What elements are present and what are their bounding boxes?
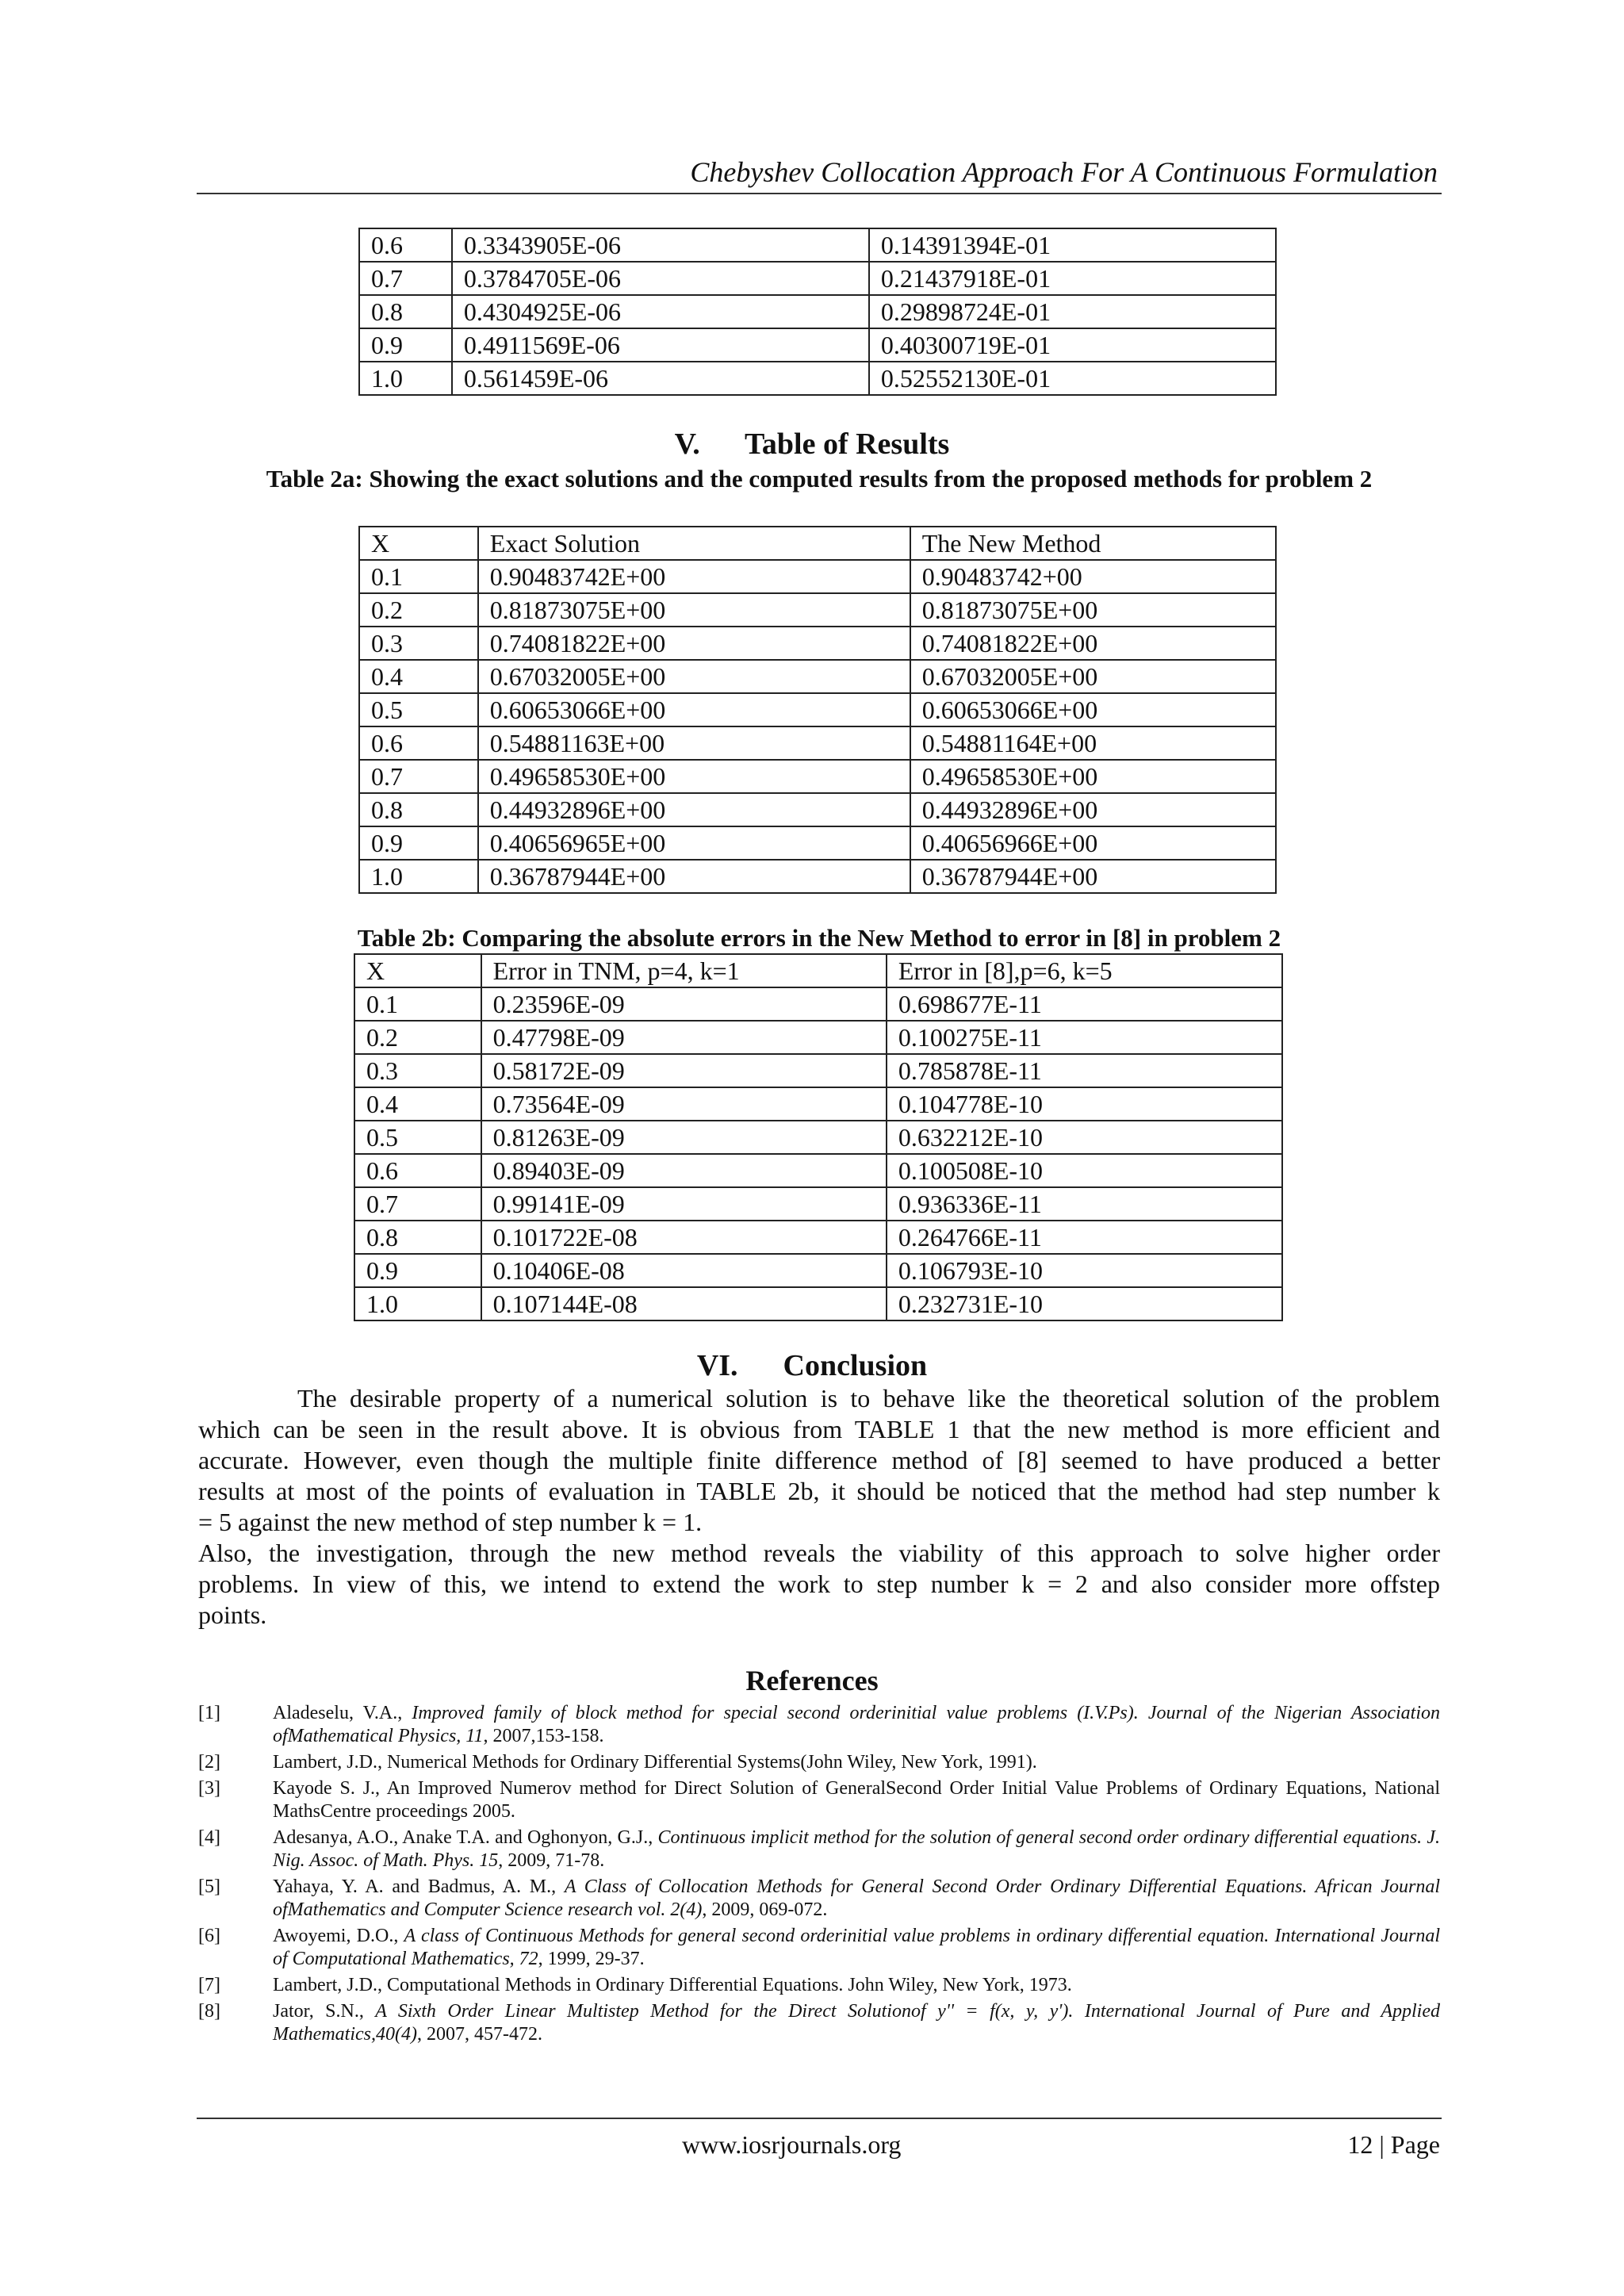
table-2a-caption: Table 2a: Showing the exact solutions and the computed results from the proposed methods for problem 2 bbox=[266, 465, 1373, 493]
table-cell: 0.7 bbox=[359, 760, 478, 793]
reference-authors: Lambert, J.D., Computational Methods in Ordinary Differential Equations. John Wiley, New York, 1973. bbox=[273, 1975, 1072, 1995]
table-cell: 0.8 bbox=[359, 295, 452, 328]
table-cell: 0.100275E-11 bbox=[887, 1021, 1282, 1054]
reference-authors: Lambert, J.D., Numerical Methods for Ordinary Differential Systems(John Wiley, New York, 1991). bbox=[273, 1752, 1037, 1773]
references-heading: References bbox=[745, 1665, 879, 1696]
reference-title: A class of Continuous Methods for general second orderinitial value problems in ordinary differential equation. International Journal of Computational Mathematics, 72 bbox=[273, 1926, 1441, 1969]
reference-authors: Adesanya, A.O., Anake T.A. and Oghonyon, G.J., bbox=[273, 1827, 658, 1848]
section-5-heading bbox=[0, 427, 1624, 462]
table-cell: 0.81873075E+00 bbox=[910, 593, 1276, 627]
reference-authors: Awoyemi, D.O., bbox=[273, 1926, 404, 1946]
reference-item bbox=[198, 1925, 1440, 1971]
table-cell: 0.81873075E+00 bbox=[478, 593, 910, 627]
reference-item bbox=[198, 1876, 1440, 1922]
table-cell: 0.9 bbox=[354, 1254, 481, 1287]
reference-item bbox=[198, 1826, 1440, 1872]
running-title: Chebyshev Collocation Approach For A Continuous Formulation bbox=[690, 156, 1438, 188]
conclusion-paragraph-1 bbox=[198, 1383, 1440, 1631]
table-cell: 0.36787944E+00 bbox=[910, 860, 1276, 893]
table-cell: 0.3 bbox=[359, 627, 478, 660]
conclusion-line: results at most of the points of evaluation in TABLE 2b, it should be noticed that the method had step number k bbox=[198, 1477, 1440, 1505]
reference-authors: Jator, S.N., bbox=[273, 2001, 376, 2022]
footer-url[interactable]: www.iosrjournals.org bbox=[682, 2130, 902, 2159]
table-cell: 0.40656965E+00 bbox=[478, 826, 910, 860]
reference-details: , 1999, 29-37. bbox=[538, 1949, 645, 1969]
reference-authors: Yahaya, Y. A. and Badmus, A. M., bbox=[273, 1876, 565, 1897]
conclusion-line: Also, the investigation, through the new method reveals the viability of this approach to solve higher order bbox=[198, 1539, 1440, 1567]
table-cell: 0.54881163E+00 bbox=[478, 726, 910, 760]
table-cell: 0.99141E-09 bbox=[481, 1187, 887, 1221]
table-cell: 0.9 bbox=[359, 328, 452, 362]
table-2b bbox=[354, 953, 1283, 1321]
table-cell: 0.101722E-08 bbox=[481, 1221, 887, 1254]
table-cell: 0.29898724E-01 bbox=[869, 295, 1276, 328]
table-cell: 0.89403E-09 bbox=[481, 1154, 887, 1187]
header-cell: The New Method bbox=[910, 527, 1276, 560]
reference-details: , 2009, 71-78. bbox=[498, 1850, 605, 1871]
reference-number: [5] bbox=[198, 1876, 220, 1897]
reference-title: A Class of Collocation Methods for General Second Order Ordinary Differential Equations. African Journal ofMathematics and Computer Science research vol. 2(4) bbox=[273, 1876, 1440, 1920]
table-cell: 0.5 bbox=[354, 1121, 481, 1154]
reference-number: [8] bbox=[198, 2001, 220, 2022]
table-row bbox=[354, 1121, 1282, 1154]
reference-title: Continuous implicit method for the solution of general second order ordinary differential equations. J. Nig. Assoc. of Math. Phys. 15 bbox=[273, 1827, 1441, 1871]
reference-details: , 2009, 069-072. bbox=[702, 1899, 828, 1920]
table-cell: 0.49658530E+00 bbox=[478, 760, 910, 793]
table-cell: 0.7 bbox=[354, 1187, 481, 1221]
table-row bbox=[359, 693, 1276, 726]
table-cell: 0.561459E-06 bbox=[452, 362, 869, 395]
reference-item bbox=[198, 1702, 1440, 1748]
table-cell: 0.5 bbox=[359, 693, 478, 726]
table-cell: 0.100508E-10 bbox=[887, 1154, 1282, 1187]
table-cell: 0.74081822E+00 bbox=[910, 627, 1276, 660]
table-cell: 0.9 bbox=[359, 826, 478, 860]
references-list bbox=[198, 1702, 1440, 2049]
table-header-row bbox=[354, 954, 1282, 987]
table-1-continued bbox=[358, 228, 1277, 396]
table-cell: 0.8 bbox=[359, 793, 478, 826]
table-cell: 0.3 bbox=[354, 1054, 481, 1087]
table-row bbox=[359, 362, 1276, 395]
table-cell: 0.264766E-11 bbox=[887, 1221, 1282, 1254]
table-row bbox=[359, 726, 1276, 760]
table-row bbox=[354, 1087, 1282, 1121]
reference-number: [6] bbox=[198, 1926, 220, 1946]
table-row bbox=[354, 1021, 1282, 1054]
reference-number: [7] bbox=[198, 1975, 220, 1995]
table-cell: 0.54881164E+00 bbox=[910, 726, 1276, 760]
table-2a bbox=[358, 526, 1277, 894]
table-cell: 0.90483742+00 bbox=[910, 560, 1276, 593]
table-cell: 0.107144E-08 bbox=[481, 1287, 887, 1320]
table-2b-caption: Table 2b: Comparing the absolute errors in the New Method to error in [8] in problem 2 bbox=[357, 924, 1281, 952]
reference-number: [2] bbox=[198, 1752, 220, 1773]
table-cell: 0.74081822E+00 bbox=[478, 627, 910, 660]
reference-title: A Sixth Order Linear Multistep Method for the Direct Solutionof y'' = f(x, y, y'). International Journal of Pure and Applied Mathematics,40(4) bbox=[273, 2001, 1440, 2045]
table-cell: 0.3343905E-06 bbox=[452, 228, 869, 262]
reference-authors: Aladeselu, V.A., bbox=[273, 1703, 412, 1723]
reference-details: , 2007, 457-472. bbox=[416, 2024, 542, 2045]
table-cell: 0.60653066E+00 bbox=[478, 693, 910, 726]
table-cell: 0.1 bbox=[354, 987, 481, 1021]
table-cell: 0.2 bbox=[359, 593, 478, 627]
table-cell: 0.10406E-08 bbox=[481, 1254, 887, 1287]
table-cell: 0.73564E-09 bbox=[481, 1087, 887, 1121]
table-row bbox=[359, 593, 1276, 627]
conclusion-line: points. bbox=[198, 1600, 267, 1629]
table-cell: 0.60653066E+00 bbox=[910, 693, 1276, 726]
footer-page-number: 12 | Page bbox=[1347, 2130, 1440, 2159]
table-cell: 0.6 bbox=[359, 228, 452, 262]
reference-item bbox=[198, 1751, 1440, 1774]
header-cell: X bbox=[354, 954, 481, 987]
table-cell: 0.36787944E+00 bbox=[478, 860, 910, 893]
table-cell: 0.44932896E+00 bbox=[910, 793, 1276, 826]
table-cell: 0.52552130E-01 bbox=[869, 362, 1276, 395]
table-row bbox=[359, 660, 1276, 693]
table-row bbox=[354, 1154, 1282, 1187]
table-cell: 0.104778E-10 bbox=[887, 1087, 1282, 1121]
table-row bbox=[359, 860, 1276, 893]
table-cell: 0.106793E-10 bbox=[887, 1254, 1282, 1287]
reference-item bbox=[198, 1974, 1440, 1997]
header-cell: X bbox=[359, 527, 478, 560]
table-cell: 0.7 bbox=[359, 262, 452, 295]
table-row bbox=[359, 228, 1276, 262]
conclusion-line: which can be seen in the result above. It is obvious from TABLE 1 that the new method is more efficient and bbox=[198, 1415, 1440, 1443]
section-5-title: Table of Results bbox=[745, 427, 950, 461]
reference-number: [3] bbox=[198, 1778, 220, 1799]
reference-number: [4] bbox=[198, 1827, 220, 1848]
table-cell: 0.936336E-11 bbox=[887, 1187, 1282, 1221]
table-cell: 0.4 bbox=[359, 660, 478, 693]
footer-rule bbox=[197, 2118, 1442, 2119]
table-cell: 0.81263E-09 bbox=[481, 1121, 887, 1154]
header-cell: Exact Solution bbox=[478, 527, 910, 560]
table-cell: 1.0 bbox=[359, 362, 452, 395]
table-row bbox=[354, 1287, 1282, 1320]
table-row bbox=[359, 560, 1276, 593]
reference-authors: Kayode S. J., An Improved Numerov method for Direct Solution of GeneralSecond Order Initial Value Problems of Ordinary Equations, National MathsCentre proceedings 2005. bbox=[273, 1778, 1440, 1822]
table-row bbox=[354, 987, 1282, 1021]
conclusion-line: accurate. However, even though the multiple finite difference method of [8] seemed to have produced a better bbox=[198, 1446, 1440, 1474]
table-cell: 0.6 bbox=[359, 726, 478, 760]
reference-item bbox=[198, 2000, 1440, 2046]
conclusion-line: = 5 against the new method of step number k = 1. bbox=[198, 1508, 703, 1536]
header-cell: Error in [8],p=6, k=5 bbox=[887, 954, 1282, 987]
table-cell: 0.44932896E+00 bbox=[478, 793, 910, 826]
header-cell: Error in TNM, p=4, k=1 bbox=[481, 954, 887, 987]
reference-title: Improved family of block method for special second orderinitial value problems (I.V.Ps). Journal of the Nigerian Association ofMathematical Physics, 11 bbox=[273, 1703, 1441, 1746]
table-cell: 0.14391394E-01 bbox=[869, 228, 1276, 262]
header-rule bbox=[197, 193, 1442, 194]
table-cell: 0.67032005E+00 bbox=[910, 660, 1276, 693]
table-cell: 0.21437918E-01 bbox=[869, 262, 1276, 295]
table-cell: 0.40656966E+00 bbox=[910, 826, 1276, 860]
table-row bbox=[354, 1221, 1282, 1254]
table-cell: 0.40300719E-01 bbox=[869, 328, 1276, 362]
reference-item bbox=[198, 1777, 1440, 1823]
reference-number: [1] bbox=[198, 1703, 220, 1723]
table-cell: 0.698677E-11 bbox=[887, 987, 1282, 1021]
table-cell: 0.785878E-11 bbox=[887, 1054, 1282, 1087]
table-cell: 0.632212E-10 bbox=[887, 1121, 1282, 1154]
table-cell: 0.6 bbox=[354, 1154, 481, 1187]
section-6-number: VI. bbox=[696, 1349, 738, 1382]
table-row bbox=[354, 1187, 1282, 1221]
table-cell: 0.3784705E-06 bbox=[452, 262, 869, 295]
table-cell: 0.4304925E-06 bbox=[452, 295, 869, 328]
table-cell: 0.8 bbox=[354, 1221, 481, 1254]
conclusion-line: problems. In view of this, we intend to extend the work to step number k = 2 and also consider more offstep bbox=[198, 1570, 1440, 1598]
section-5-number: V. bbox=[674, 427, 700, 461]
table-cell: 0.49658530E+00 bbox=[910, 760, 1276, 793]
section-6-title: Conclusion bbox=[783, 1349, 928, 1382]
table-row bbox=[354, 1054, 1282, 1087]
table-row bbox=[359, 295, 1276, 328]
table-header-row bbox=[359, 527, 1276, 560]
section-6-heading bbox=[0, 1348, 1624, 1383]
table-cell: 0.4 bbox=[354, 1087, 481, 1121]
table-cell: 1.0 bbox=[354, 1287, 481, 1320]
table-cell: 1.0 bbox=[359, 860, 478, 893]
table-row bbox=[354, 1254, 1282, 1287]
table-row bbox=[359, 328, 1276, 362]
table-row bbox=[359, 627, 1276, 660]
table-cell: 0.58172E-09 bbox=[481, 1054, 887, 1087]
reference-details: , 2007,153-158. bbox=[483, 1726, 604, 1746]
table-cell: 0.2 bbox=[354, 1021, 481, 1054]
table-row bbox=[359, 262, 1276, 295]
conclusion-line: The desirable property of a numerical solution is to behave like the theoretical solution of the problem bbox=[297, 1384, 1440, 1412]
table-row bbox=[359, 826, 1276, 860]
table-row bbox=[359, 760, 1276, 793]
table-cell: 0.90483742E+00 bbox=[478, 560, 910, 593]
table-cell: 0.47798E-09 bbox=[481, 1021, 887, 1054]
table-row bbox=[359, 793, 1276, 826]
table-cell: 0.4911569E-06 bbox=[452, 328, 869, 362]
table-cell: 0.67032005E+00 bbox=[478, 660, 910, 693]
table-cell: 0.1 bbox=[359, 560, 478, 593]
table-cell: 0.232731E-10 bbox=[887, 1287, 1282, 1320]
table-cell: 0.23596E-09 bbox=[481, 987, 887, 1021]
